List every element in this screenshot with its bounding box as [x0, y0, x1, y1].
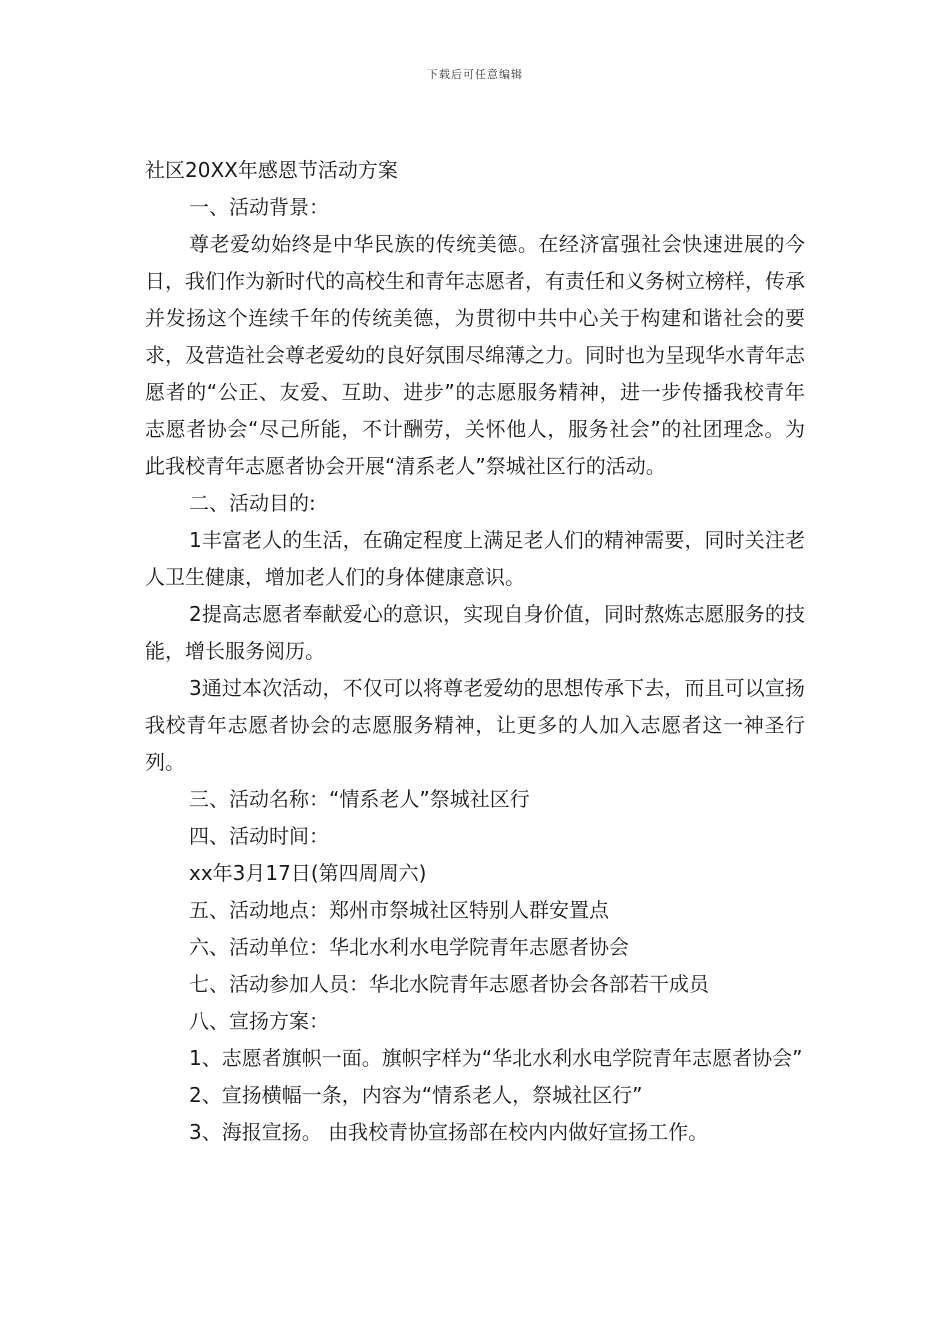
section-heading-location: 五、活动地点：郑州市祭城社区特别人群安置点 [189, 898, 609, 922]
section-heading-purpose: 二、活动目的: [189, 491, 316, 515]
purpose-item-1: 1丰富老人的生活，在确定程度上满足老人们的精神需要，同时关注老人卫生健康，增加老人们的身体健康意识。 [145, 528, 805, 589]
document-title: 社区20XX年感恩节活动方案 [145, 158, 398, 182]
purpose-item-3: 3通过本次活动，不仅可以将尊老爱幼的思想传承下去，而且可以宣扬我校青年志愿者协会的志愿服务精神，让更多的人加入志愿者这一神圣行列。 [145, 676, 805, 774]
publicity-item-3: 3、海报宣扬。 由我校青协宣扬部在校内内做好宣扬工作。 [189, 1120, 709, 1144]
section-heading-name: 三、活动名称：“情系老人”祭城社区行 [189, 787, 530, 811]
section-heading-background: 一、活动背景： [189, 195, 329, 219]
publicity-item-1: 1、志愿者旗帜一面。旗帜字样为“华北水利水电学院青年志愿者协会” [189, 1046, 803, 1070]
purpose-item-2: 2提高志愿者奉献爱心的意识，实现自身价值，同时熬炼志愿服务的技能，增长服务阅历。 [145, 602, 805, 663]
header-note: 下载后可任意编辑 [427, 68, 523, 81]
section-heading-organizer: 六、活动单位：华北水利水电学院青年志愿者协会 [189, 935, 629, 959]
activity-date: xx年3月17日(第四周周六) [189, 861, 427, 885]
section-heading-participants: 七、活动参加人员：华北水院青年志愿者协会各部若干成员 [189, 972, 709, 996]
section-heading-publicity: 八、宣扬方案： [189, 1009, 329, 1033]
paragraph-background: 尊老爱幼始终是中华民族的传统美德。在经济富强社会快速进展的今日，我们作为新时代的高校生和青年志愿者，有责任和义务树立榜样，传承并发扬这个连续千年的传统美德，为贯彻中共中心关于构建和谐社会的要求，及营造社会尊老爱幼的良好氛围尽绵薄之力。同时也为呈现华水青年志愿者的“公正、友爱、互助、进步”的志愿服务精神，进一步传播我校青年志愿者协会“尽己所能，不计酬劳，关怀他人，服务社会”的社团理念。为此我校青年志愿者协会开展“清系老人”祭城社区行的活动。 [145, 232, 805, 478]
document-body [145, 152, 805, 1151]
section-heading-time: 四、活动时间： [189, 824, 329, 848]
publicity-item-2: 2、宣扬横幅一条，内容为“情系老人，祭城社区行” [189, 1083, 643, 1107]
